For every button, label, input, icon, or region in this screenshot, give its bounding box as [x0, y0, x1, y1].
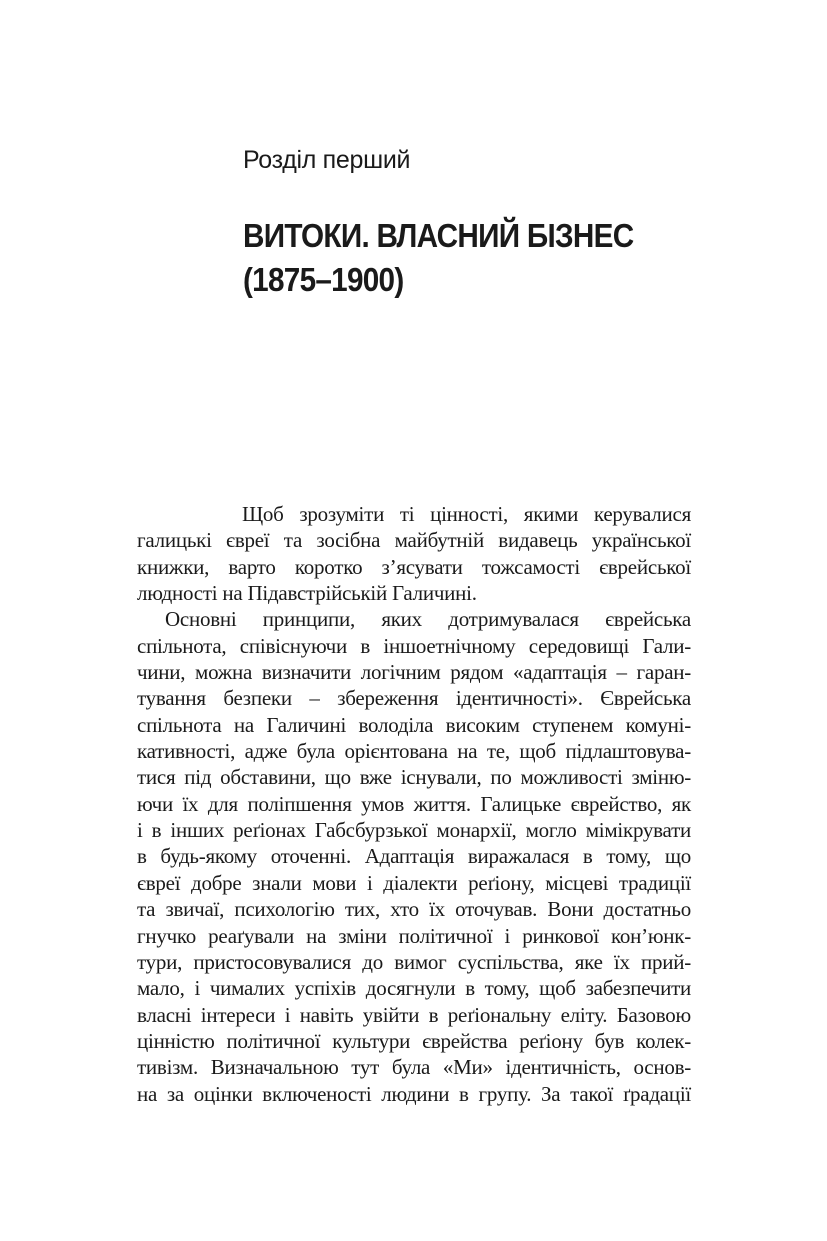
- paragraph-1: [137, 501, 691, 606]
- chapter-title: [243, 214, 633, 302]
- text-line: кативності, адже була орієнтована на те, щоб підлаштовува-: [137, 739, 691, 764]
- text-line: цінністю політичної культури єврейства реґіону був колек-: [137, 1028, 691, 1053]
- text-line: Основні принципи, яких дотримувалася єврейська: [165, 607, 691, 632]
- text-line: чини, можна визначити логічним рядом «адаптація – гаран-: [137, 660, 691, 685]
- text-line: галицькі євреї та зосібна майбутній видавець української: [137, 528, 691, 553]
- text-line: книжки, варто коротко з’ясувати тожсамості єврейської: [137, 554, 691, 579]
- chapter-title-line: (1875–1900): [243, 261, 404, 298]
- text-line: в будь-якому оточенні. Адаптація виражалася в тому, що: [137, 844, 691, 869]
- body-text: [137, 501, 691, 1107]
- text-line: тування безпеки – збереження ідентичності». Єврейська: [137, 686, 691, 711]
- text-line: гнучко реаґували на зміни політичної і ринкової кон’юнк-: [137, 923, 691, 948]
- chapter-title-line: ВИТОКИ. ВЛАСНИЙ БІЗНЕС: [243, 217, 634, 254]
- text-line: євреї добре знали мови і діалекти реґіону, місцеві традиції: [137, 870, 691, 895]
- text-line: і в інших реґіонах Габсбурзької монархії, могло мімікрувати: [137, 818, 691, 843]
- text-line: Щоб зрозуміти ті цінності, якими керувалися: [242, 502, 691, 526]
- text-line: тивізм. Визначальною тут була «Ми» ідентичність, основ-: [137, 1055, 691, 1080]
- text-line: на за оцінки включеності людини в групу. За такої ґрадації: [137, 1081, 691, 1106]
- text-line: людності на Підавстрійській Галичині.: [137, 581, 477, 606]
- text-line: ючи їх для поліпшення умов життя. Галицьке єврейство, як: [137, 791, 691, 816]
- text-line: спільнота, співіснуючи в іншоетнічному середовищі Гали-: [137, 633, 691, 658]
- text-line: тися під обставини, що вже існували, по можливості зміню-: [137, 765, 691, 790]
- text-line: тури, пристосовувалися до вимог суспільства, яке їх прий-: [137, 949, 691, 974]
- chapter-label: Розділ перший: [243, 146, 411, 174]
- text-line: власні інтереси і навіть увійти в реґіональну еліту. Базовою: [137, 1002, 691, 1027]
- text-line: спільнота на Галичині володіла високим ступенем комуні-: [137, 712, 691, 737]
- text-line: та звичаї, психологію тих, хто їх оточував. Вони достатньо: [137, 897, 691, 922]
- text-line: мало, і чималих успіхів досягнули в тому, щоб забезпечити: [137, 976, 691, 1001]
- paragraph-2: [137, 606, 691, 1107]
